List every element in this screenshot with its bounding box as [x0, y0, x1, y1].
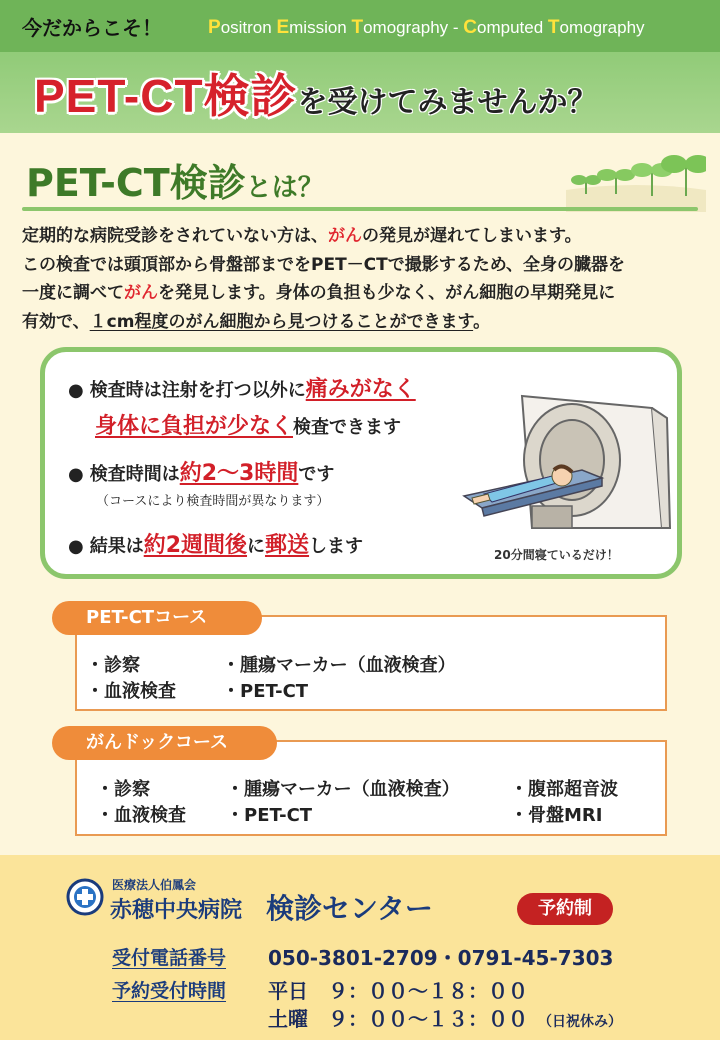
- organization-name: 医療法人伯鳳会: [112, 878, 197, 892]
- intro-highlight: がん: [124, 283, 158, 303]
- intro-line: [22, 222, 702, 251]
- feature-low-burden: 身体に負担が少なく検査できます: [95, 414, 402, 439]
- intro-text: この検査では頭頂部から骨盤部までをPET－CTで撮影するため、全身の臓器を: [22, 254, 626, 275]
- headline-question: を受けてみませんか？: [297, 85, 598, 120]
- hours-saturday: 土曜 ９：００～１３：００ （日祝休み）: [268, 1007, 622, 1031]
- headline-main: PET-CT検診: [34, 70, 298, 122]
- intro-highlight: がん: [328, 226, 362, 246]
- holiday-note: （日祝休み）: [538, 1014, 622, 1030]
- phone-number[interactable]: 050-3801-2709・0791-45-7303: [268, 946, 614, 970]
- intro-paragraph: [22, 222, 702, 336]
- intro-text: 定期的な病院受診をされていない方は、: [22, 226, 328, 246]
- duration-note: （コースにより検査時間が異なります）: [96, 494, 330, 509]
- intro-line: [22, 279, 702, 308]
- pet-full-name-capital: P: [208, 17, 221, 38]
- pet-full-name-word: ositron: [220, 18, 277, 37]
- dock-item-exam: ・診察: [96, 779, 150, 800]
- hours-label: 予約受付時間: [112, 980, 227, 1002]
- about-title-main: PET-CT検診: [26, 161, 246, 205]
- intro-line: [22, 251, 702, 280]
- tagline: 今だからこそ！: [22, 16, 162, 40]
- dock-item-ultrasound: ・腹部超音波: [510, 779, 618, 800]
- pet-full-name-capital: C: [463, 17, 477, 38]
- intro-text: 一度に調べて: [22, 283, 124, 303]
- headline: [34, 60, 598, 126]
- pet-full-name-capital: T: [547, 17, 560, 38]
- intro-underline: １cm程度のがん細胞から見つけることができます: [89, 311, 474, 332]
- petct-item-exam: ・診察: [86, 655, 140, 676]
- intro-text: 有効で、: [22, 311, 90, 332]
- feature-results: ● 結果は約2週間後に郵送します: [68, 533, 364, 558]
- petct-item-pet-ct: ・PET-CT: [222, 681, 309, 702]
- pet-ct-full-name: [208, 17, 645, 39]
- dock-item-tumor-marker: ・腫瘍マーカー（血液検査）: [226, 779, 460, 800]
- center-name: 検診センター: [266, 892, 433, 925]
- about-title-suffix: とは？: [245, 173, 324, 203]
- pet-full-name-word: omputed: [477, 18, 548, 37]
- petct-item-tumor-marker: ・腫瘍マーカー（血液検査）: [222, 655, 456, 676]
- pet-full-name-word: omography -: [363, 18, 464, 37]
- intro-text: を発見します。身体の負担も少なく、がん細胞の早期発見に: [158, 283, 616, 303]
- sprout-illustration: [566, 150, 706, 212]
- dock-item-pet-ct: ・PET-CT: [226, 805, 313, 826]
- hospital-logo-icon: [66, 878, 104, 916]
- intro-line: [22, 308, 702, 337]
- about-title: [26, 152, 324, 207]
- petct-course-tab: PET-CTコース: [52, 601, 262, 635]
- dock-course-tab: がんドックコース: [52, 726, 277, 760]
- reservation-badge: 予約制: [517, 893, 613, 925]
- bullet-icon: ●: [68, 536, 84, 557]
- pet-full-name-word: mission: [289, 18, 352, 37]
- hospital-name: 赤穂中央病院: [110, 898, 243, 923]
- pet-full-name-capital: T: [351, 17, 364, 38]
- pet-full-name-capital: E: [276, 17, 290, 38]
- scanner-caption: 20分間寝ているだけ！: [494, 548, 619, 562]
- petct-item-blood-test: ・血液検査: [86, 681, 176, 702]
- title-underline: [22, 207, 698, 211]
- pet-full-name-word: omography: [559, 18, 645, 37]
- pet-ct-scanner-illustration: [462, 378, 672, 538]
- dock-item-pelvic-mri: ・骨盤MRI: [510, 805, 603, 826]
- phone-label: 受付電話番号: [112, 947, 227, 969]
- intro-text: の発見が遅れてしまいます。: [362, 226, 582, 246]
- feature-duration: ● 検査時間は約2～3時間です: [68, 461, 335, 486]
- hours-weekday: 平日 ９：００～１８：００: [268, 979, 528, 1003]
- bullet-icon: ●: [68, 464, 84, 485]
- feature-painless: ● 検査時は注射を打つ以外に痛みがなく: [68, 377, 416, 402]
- bullet-icon: ●: [68, 380, 84, 401]
- dock-item-blood-test: ・血液検査: [96, 805, 186, 826]
- intro-text: 。: [473, 311, 491, 332]
